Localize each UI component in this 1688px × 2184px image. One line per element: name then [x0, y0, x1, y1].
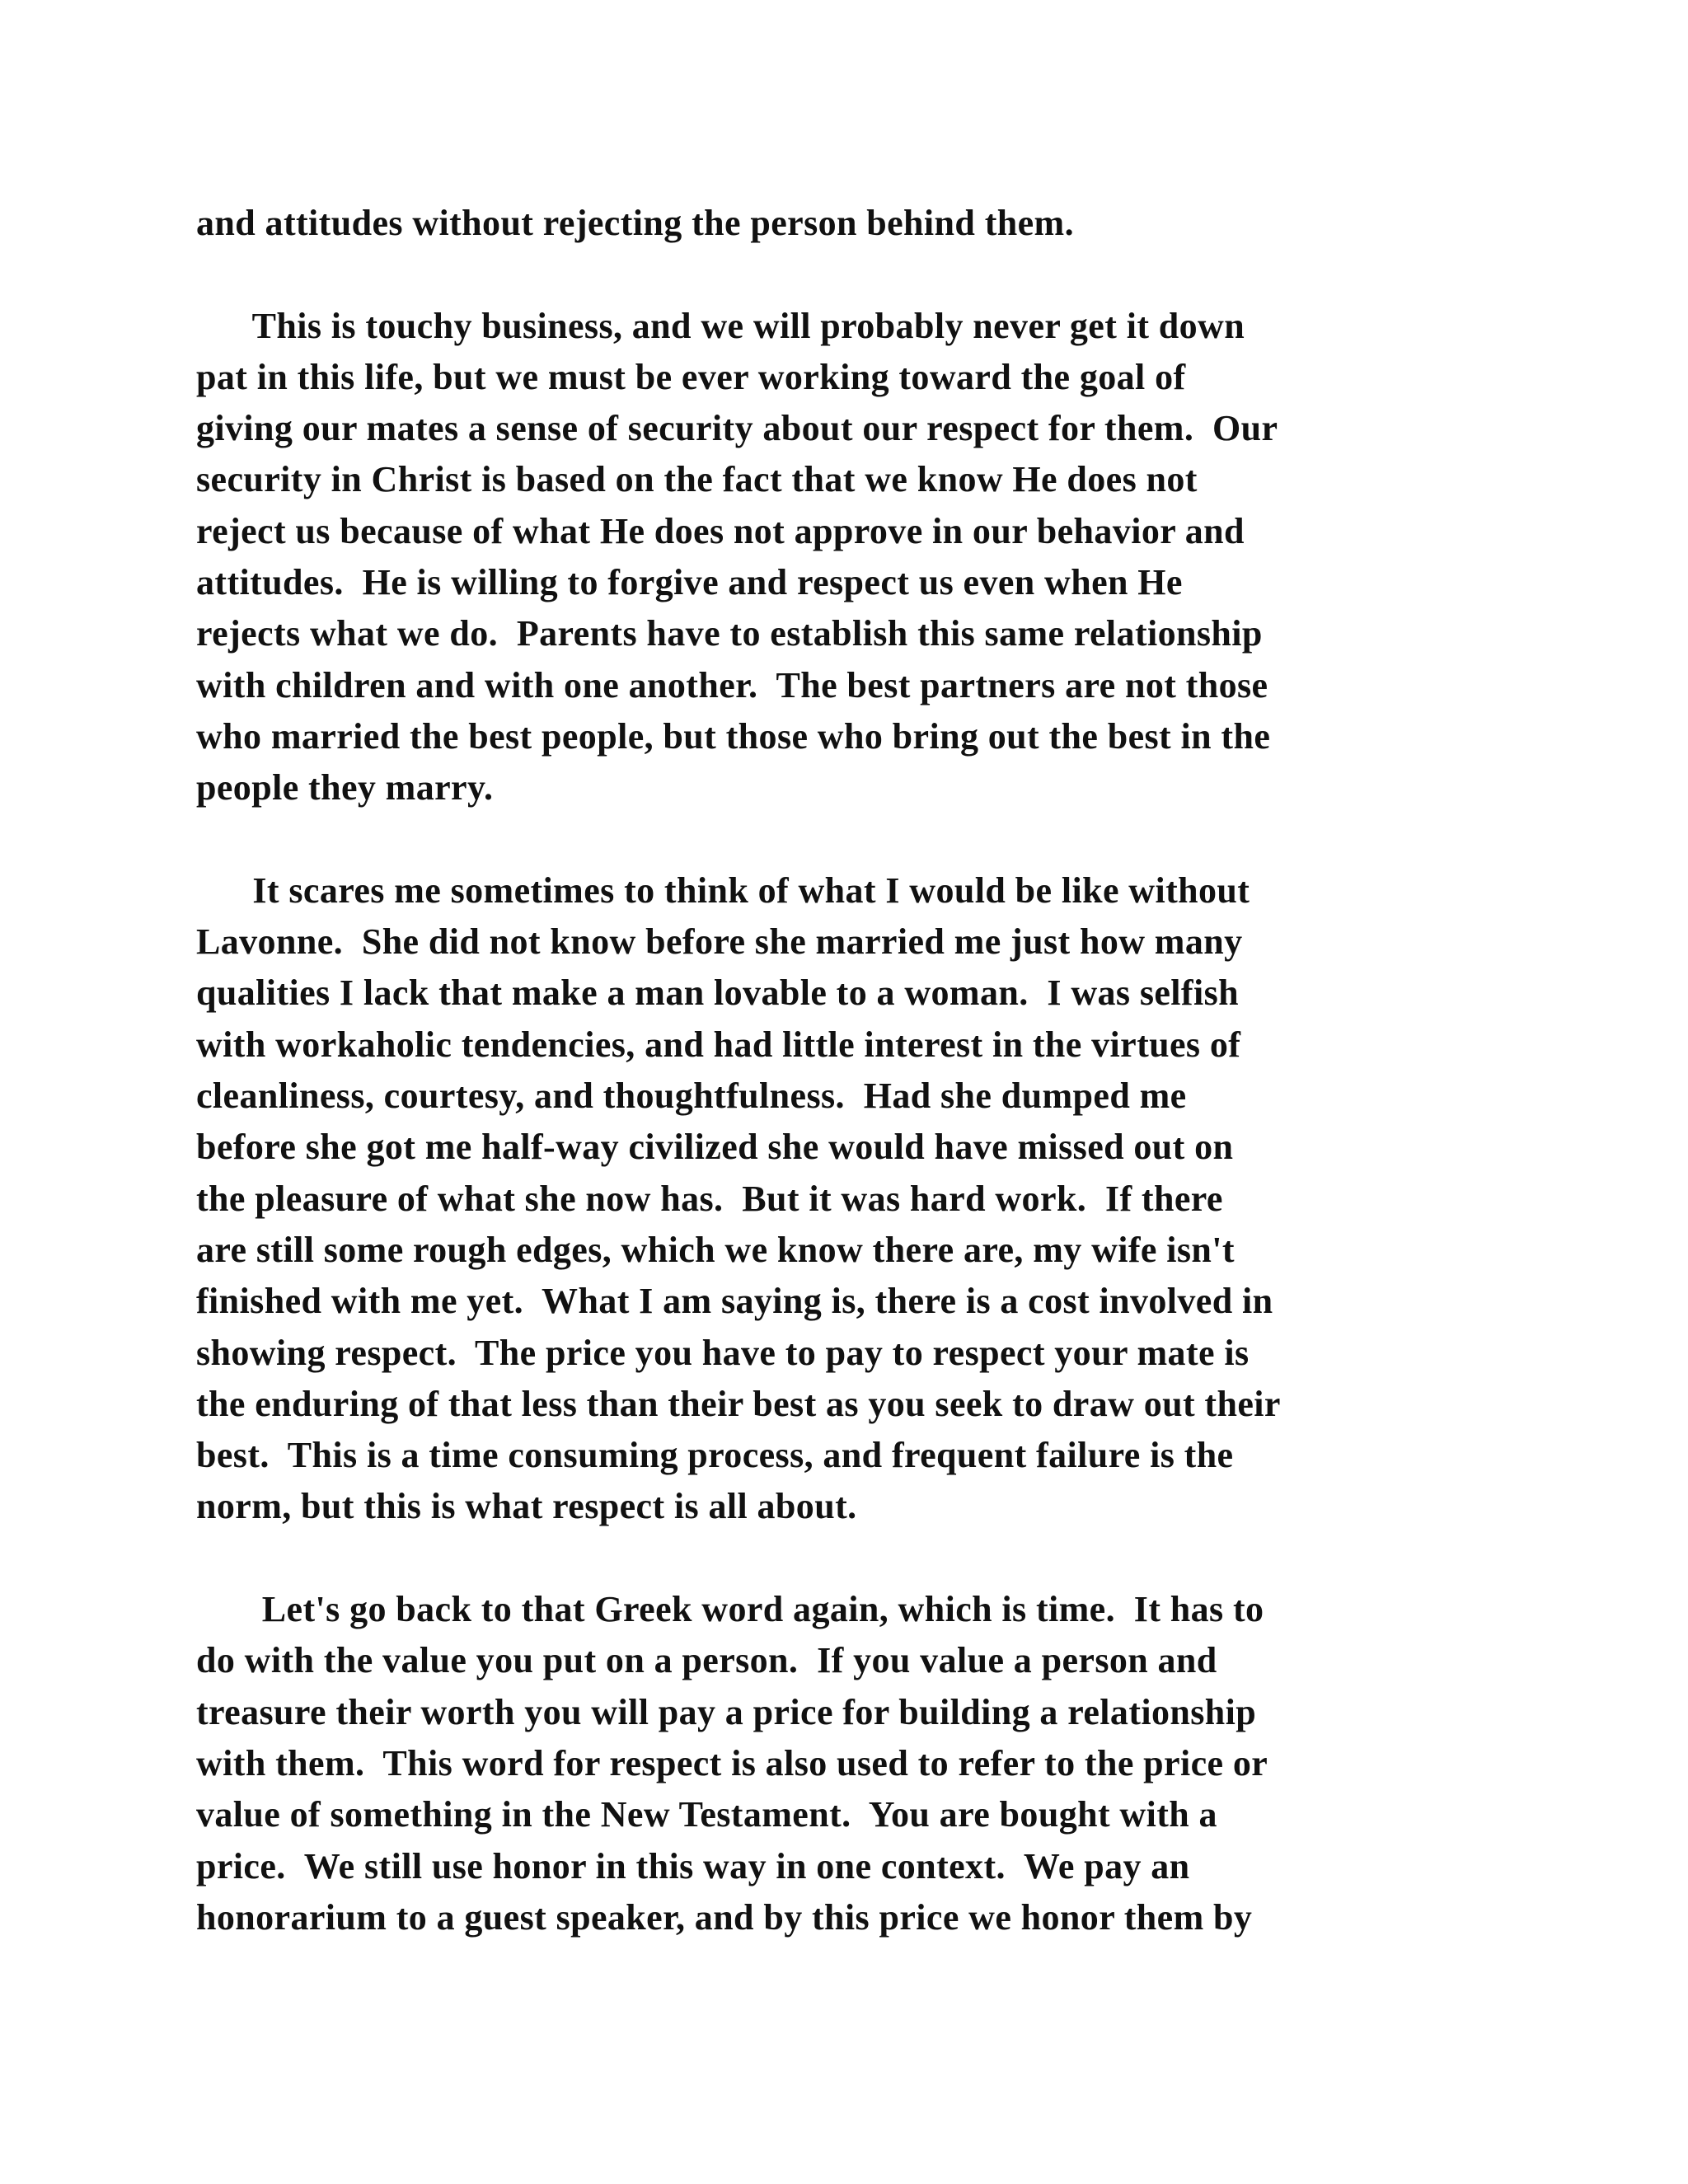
- paragraph-3: [196, 865, 1498, 1533]
- text-line: people they marry.: [196, 767, 494, 808]
- text-line: do with the value you put on a person. If you value a person and: [196, 1640, 1217, 1681]
- text-line: price. We still use honor in this way in one context. We pay an: [196, 1845, 1190, 1886]
- paragraph-1: [196, 198, 1498, 249]
- text-line: reject us because of what He does not approve in our behavior and: [196, 510, 1245, 551]
- paragraph-4: [196, 1584, 1498, 1943]
- text-line: Let's go back to that Greek word again, which is time. It has to: [196, 1589, 1264, 1630]
- text-line: Lavonne. She did not know before she married me just how many: [196, 921, 1243, 963]
- text-line: norm, but this is what respect is all about.: [196, 1486, 857, 1527]
- text-line: and attitudes without rejecting the person behind them.: [196, 203, 1075, 243]
- paragraph-2: [196, 301, 1498, 814]
- text-line: best. This is a time consuming process, and frequent failure is the: [196, 1435, 1234, 1476]
- text-line: before she got me half-way civilized she would have missed out on: [196, 1127, 1234, 1168]
- body-text: [196, 198, 1498, 1943]
- text-line: with workaholic tendencies, and had little interest in the virtues of: [196, 1024, 1241, 1065]
- text-line: honorarium to a guest speaker, and by this price we honor them by: [196, 1896, 1253, 1938]
- text-line: showing respect. The price you have to pay to respect your mate is: [196, 1332, 1250, 1373]
- text-line: the pleasure of what she now has. But it was hard work. If there: [196, 1178, 1223, 1219]
- text-line: pat in this life, but we must be ever working toward the goal of: [196, 356, 1186, 397]
- text-line: value of something in the New Testament. You are bought with a: [196, 1794, 1217, 1835]
- text-line: treasure their worth you will pay a price for building a relationship: [196, 1691, 1257, 1732]
- text-line: qualities I lack that make a man lovable to a woman. I was selfish: [196, 972, 1239, 1014]
- text-line: rejects what we do. Parents have to establish this same relationship: [196, 613, 1263, 654]
- text-line: with them. This word for respect is also used to refer to the price or: [196, 1742, 1268, 1783]
- text-line: the enduring of that less than their best as you seek to draw out their: [196, 1383, 1281, 1424]
- text-line: This is touchy business, and we will probably never get it down: [196, 305, 1245, 346]
- text-line: cleanliness, courtesy, and thoughtfulness. Had she dumped me: [196, 1076, 1187, 1117]
- text-line: are still some rough edges, which we know there are, my wife isn't: [196, 1229, 1235, 1270]
- text-line: with children and with one another. The best partners are not those: [196, 664, 1268, 705]
- text-line: giving our mates a sense of security about our respect for them. Our: [196, 408, 1278, 449]
- text-line: security in Christ is based on the fact that we know He does not: [196, 459, 1198, 500]
- text-line: who married the best people, but those who bring out the best in the: [196, 715, 1271, 757]
- text-line: finished with me yet. What I am saying is, there is a cost involved in: [196, 1281, 1273, 1322]
- text-line: attitudes. He is willing to forgive and respect us even when He: [196, 562, 1183, 603]
- text-line: It scares me sometimes to think of what I would be like without: [196, 869, 1250, 911]
